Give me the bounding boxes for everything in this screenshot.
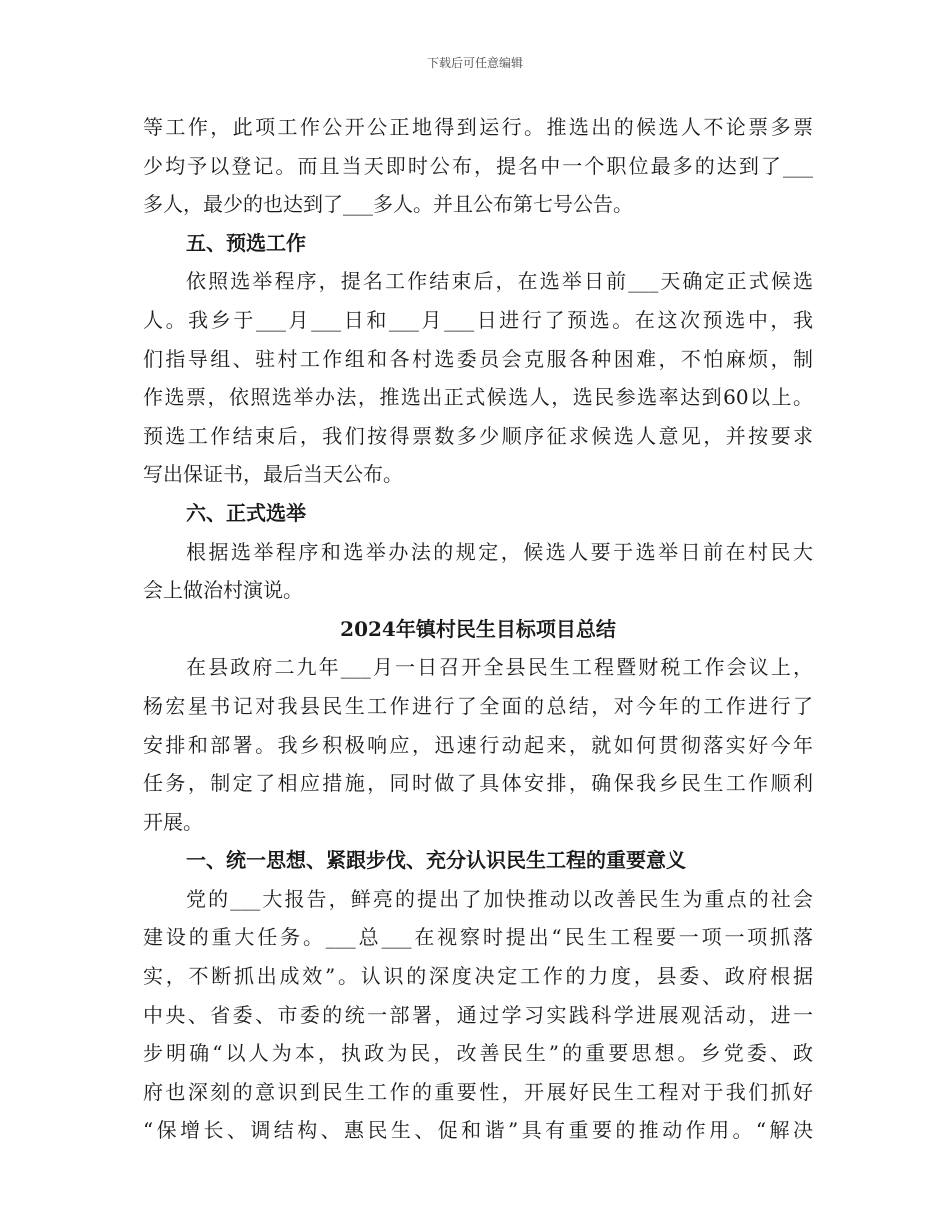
- paragraph-line: 开展。: [143, 809, 203, 834]
- document-body: [143, 108, 813, 1150]
- paragraph-line: 党的___大报告，鲜亮的提出了加快推动以改善民生为重点的社会: [186, 886, 813, 911]
- paragraph-line: 们指导组、驻村工作组和各村选委员会克服各种困难，不怕麻烦，制: [143, 346, 813, 371]
- paragraph-line: 根据选举程序和选举办法的规定，候选人要于选举日前在村民大: [186, 539, 813, 564]
- paragraph-line: 府也深刻的意识到民生工作的重要性，开展好民生工程对于我们抓好: [143, 1079, 813, 1104]
- section-heading: 五、预选工作: [186, 230, 306, 255]
- paragraph-line: 杨宏星书记对我县民生工作进行了全面的总结，对今年的工作进行了: [143, 693, 813, 718]
- section-heading: 一、统一思想、紧跟步伐、充分认识民生工程的重要意义: [186, 848, 686, 873]
- paragraph-line: 中央、省委、市委的统一部署，通过学习实践科学进展观活动，进一: [143, 1002, 813, 1027]
- paragraph-line: 建设的重大任务。___总___在视察时提出“民生工程要一项一项抓落: [143, 925, 813, 950]
- paragraph-line: 任务，制定了相应措施，同时做了具体安排，确保我乡民生工作顺利: [143, 771, 813, 796]
- paragraph-line: 等工作，此项工作公开公正地得到运行。推选出的候选人不论票多票: [143, 115, 813, 139]
- paragraph-line: 少均予以登记。而且当天即时公布，提名中一个职位最多的达到了___: [143, 153, 813, 178]
- paragraph-line: “保增长、调结构、惠民生、促和谐”具有重要的推动作用。“解决: [143, 1118, 813, 1143]
- paragraph-line: 写出保证书，最后当天公布。: [143, 462, 403, 487]
- paragraph-line: 人。我乡于___月___日和___月___日进行了预选。在这次预选中，我: [143, 307, 813, 332]
- paragraph-line: 实，不断抓出成效”。认识的深度决定工作的力度，县委、政府根据: [143, 964, 813, 989]
- page-header-note: 下载后可任意编辑: [426, 56, 523, 70]
- paragraph-line: 预选工作结束后，我们按得票数多少顺序征求候选人意见，并按要求: [143, 423, 813, 448]
- paragraph-line: 依照选举程序，提名工作结束后，在选举日前___天确定正式候选: [186, 269, 813, 294]
- paragraph-line: 多人，最少的也达到了___多人。并且公布第七号公告。: [143, 192, 633, 217]
- paragraph-line: 安排和部署。我乡积极响应，迅速行动起来，就如何贯彻落实好今年: [143, 732, 813, 757]
- paragraph-line: 在县政府二九年___月一日召开全县民生工程暨财税工作会议上，: [186, 655, 813, 680]
- document-title: 2024年镇村民生目标项目总结: [340, 616, 616, 641]
- paragraph-line: 步明确“以人为本，执政为民，改善民生”的重要思想。乡党委、政: [143, 1041, 813, 1066]
- paragraph-line: 会上做治村演说。: [143, 578, 303, 603]
- paragraph-line: 作选票，依照选举办法，推选出正式候选人，选民参选率达到60以上。: [143, 385, 813, 410]
- section-heading: 六、正式选举: [186, 500, 306, 525]
